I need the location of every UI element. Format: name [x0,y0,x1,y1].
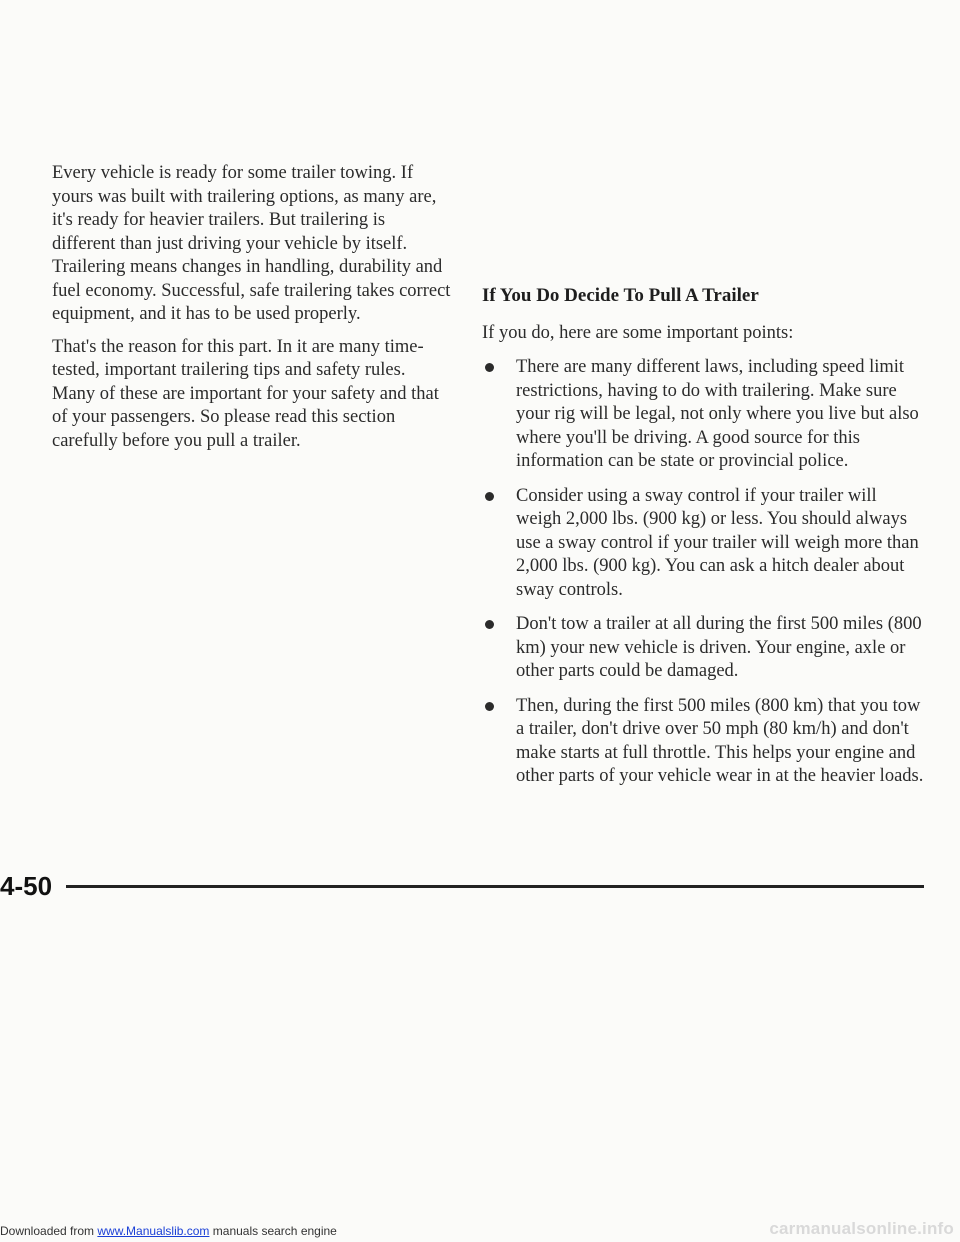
manualslib-link[interactable]: www.Manualslib.com [97,1224,210,1238]
important-points-list [482,356,924,800]
list-item-text: Then, during the first 500 miles (800 km) that you tow a trailer, don't drive over 50 mph (80 km/h) and don't make starts at full throttle. This helps your engine and other parts of your vehicle wear in at the heavier loads. [516,695,924,786]
list-item-text: There are many different laws, including speed limit restrictions, having to do with trailering. Make sure your rig will be legal, not only where you live but also where you'll be driving. A good source for this information can be state or provincial police. [516,357,919,471]
left-column [52,162,452,462]
section-heading: If You Do Decide To Pull A Trailer [482,285,759,306]
watermark: carmanualsonline.info [769,1219,954,1238]
bullet-icon [485,702,494,711]
list-item-text: Consider using a sway control if your trailer will weigh 2,000 lbs. (900 kg) or less. You should always use a sway control if your trailer will weigh more than 2,000 lbs. (900 kg). You can ask a hitch dealer about sway controls. [516,485,919,600]
footer-suffix: manuals search engine [209,1224,337,1238]
list-item [482,485,924,603]
intro-paragraph: Every vehicle is ready for some trailer towing. If yours was built with trailering options, as many are, it's ready for heavier trailers. But trailering is different than just driving your vehicle by itself. Trailering means changes in handling, durability and fuel economy. Successful, safe trailering takes correct equipment, and it has to be used properly. [52,163,451,324]
bullet-icon [485,363,494,372]
page-divider [66,885,924,888]
list-item [482,695,924,789]
bullet-icon [485,492,494,501]
list-item-text: Don't tow a trailer at all during the first 500 miles (800 km) your new vehicle is driven. Your engine, axle or other parts could be damaged. [516,614,922,681]
bullet-icon [485,620,494,629]
list-item [482,356,924,474]
footer-prefix: Downloaded from [0,1224,98,1238]
footer [0,1224,337,1238]
reason-paragraph: That's the reason for this part. In it are many time-tested, important trailering tips and safety rules. Many of these are important for your safety and that of your passengers. So please read this section carefully before you pull a trailer. [52,336,439,451]
section-intro: If you do, here are some important points: [482,323,794,343]
list-item [482,613,924,684]
page-number: 4-50 [0,871,53,901]
